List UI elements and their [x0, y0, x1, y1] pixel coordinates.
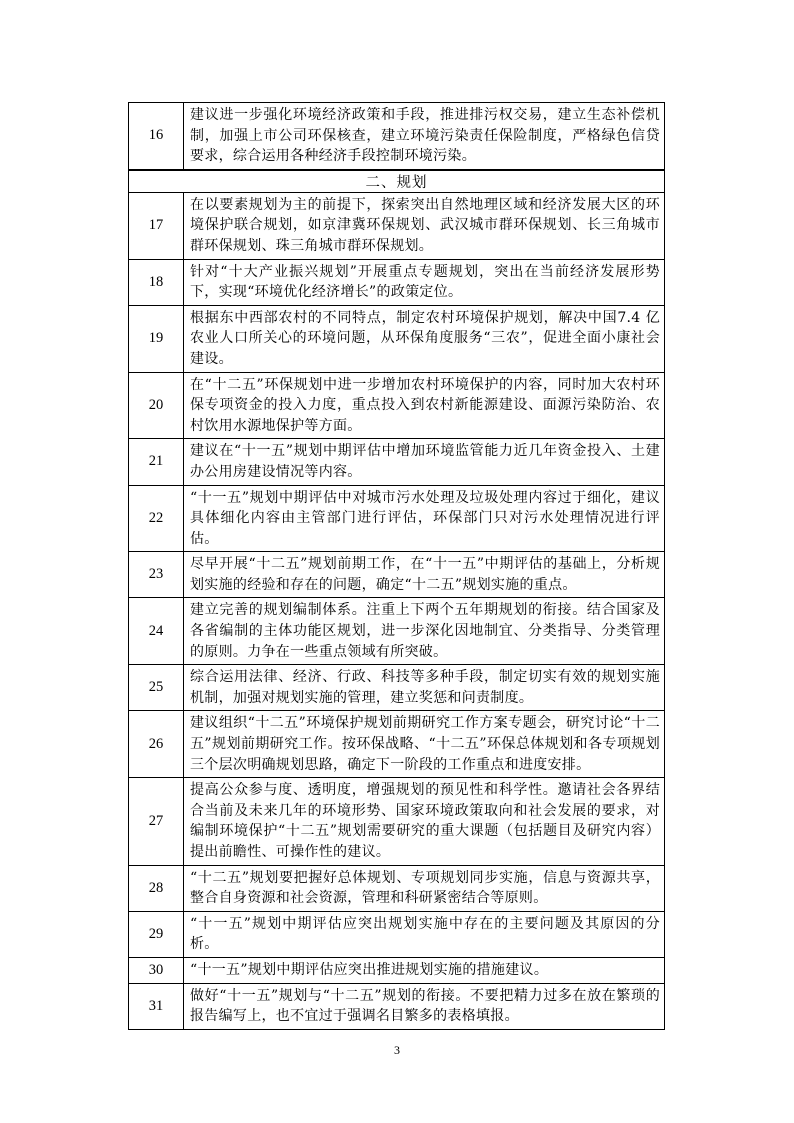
- table-row: [129, 598, 665, 665]
- row-text: 综合运用法律、经济、行政、科技等多种手段，制定切实有效的规划实施机制，加强对规划实施的管理，建立奖惩和问责制度。: [184, 665, 665, 711]
- table-row: [129, 372, 665, 439]
- table-row: [129, 665, 665, 711]
- row-text: “十一五”规划中期评估应突出规划实施中存在的主要问题及其原因的分析。: [184, 911, 665, 957]
- row-number: 18: [129, 259, 184, 305]
- row-text: 在以要素规划为主的前提下，探索突出自然地理区域和经济发展大区的环境保护联合规划，如京津冀环保规划、武汉城市群环保规划、长三角城市群环保规划、珠三角城市群环保规划。: [184, 192, 665, 259]
- row-number: 19: [129, 305, 184, 372]
- section-heading-row: [129, 170, 665, 193]
- row-text: 提高公众参与度、透明度，增强规划的预见性和科学性。邀请社会各界结合当前及未来几年的环境形势、国家环境政策取向和社会发展的要求，对编制环境保护“十二五”规划需要研究的重大课题（包括题目及研究内容）提出前瞻性、可操作性的建议。: [184, 778, 665, 865]
- row-number: 23: [129, 552, 184, 598]
- row-number: 21: [129, 439, 184, 485]
- row-text: 根据东中西部农村的不同特点，制定农村环境保护规划，解决中国7.4 亿农业人口所关心的环境问题，从环保角度服务“三农”，促进全面小康社会建设。: [184, 305, 665, 372]
- row-text: 针对“十大产业振兴规划”开展重点专题规划，突出在当前经济发展形势下，实现“环境优化经济增长”的政策定位。: [184, 259, 665, 305]
- row-number: 26: [129, 711, 184, 778]
- table-row: [129, 103, 665, 170]
- row-number: 17: [129, 192, 184, 259]
- row-text: 建议进一步强化环境经济政策和手段，推进排污权交易，建立生态补偿机制，加强上市公司环保核查，建立环境污染责任保险制度，严格绿色信贷要求，综合运用各种经济手段控制环境污染。: [184, 103, 665, 170]
- table-row: [129, 305, 665, 372]
- row-number: 22: [129, 485, 184, 552]
- table-row: [129, 552, 665, 598]
- row-number: 20: [129, 372, 184, 439]
- table-row: [129, 983, 665, 1029]
- table-row: [129, 911, 665, 957]
- row-number: 16: [129, 103, 184, 170]
- row-number: 24: [129, 598, 184, 665]
- table-row: [129, 485, 665, 552]
- row-text: 做好“十一五”规划与“十二五”规划的衔接。不要把精力过多在放在繁琐的报告编写上，也不宜过于强调名目繁多的表格填报。: [184, 983, 665, 1029]
- row-number: 25: [129, 665, 184, 711]
- row-number: 27: [129, 778, 184, 865]
- row-number: 31: [129, 983, 184, 1029]
- row-text: 建议在“十一五”规划中期评估中增加环境监管能力近几年资金投入、土建办公用房建设情况等内容。: [184, 439, 665, 485]
- row-text: “十二五”规划要把握好总体规划、专项规划同步实施，信息与资源共享，整合自身资源和社会资源，管理和科研紧密结合等原则。: [184, 865, 665, 911]
- row-number: 29: [129, 911, 184, 957]
- page-number: 3: [394, 1043, 400, 1057]
- table-row: [129, 865, 665, 911]
- recommendations-table: [128, 102, 665, 1030]
- row-number: 28: [129, 865, 184, 911]
- row-number: 30: [129, 957, 184, 983]
- row-text: 建立完善的规划编制体系。注重上下两个五年期规划的衔接。结合国家及各省编制的主体功能区规划，进一步深化因地制宜、分类指导、分类管理的原则。力争在一些重点领域有所突破。: [184, 598, 665, 665]
- row-text: “十一五”规划中期评估应突出推进规划实施的措施建议。: [184, 957, 665, 983]
- table-row: [129, 439, 665, 485]
- table-row: [129, 192, 665, 259]
- row-text: “十一五”规划中期评估中对城市污水处理及垃圾处理内容过于细化，建议具体细化内容由主管部门进行评估，环保部门只对污水处理情况进行评估。: [184, 485, 665, 552]
- section-heading: 二、规划: [129, 170, 665, 193]
- table-row: [129, 957, 665, 983]
- table-row: [129, 711, 665, 778]
- row-text: 尽早开展“十二五”规划前期工作，在“十一五”中期评估的基础上，分析规划实施的经验和存在的问题，确定“十二五”规划实施的重点。: [184, 552, 665, 598]
- table-row: [129, 778, 665, 865]
- table-row: [129, 259, 665, 305]
- row-text: 在“十二五”环保规划中进一步增加农村环境保护的内容，同时加大农村环保专项资金的投入力度，重点投入到农村新能源建设、面源污染防治、农村饮用水源地保护等方面。: [184, 372, 665, 439]
- row-text: 建议组织“十二五”环境保护规划前期研究工作方案专题会，研究讨论“十二五”规划前期研究工作。按环保战略、“十二五”环保总体规划和各专项规划三个层次明确规划思路，确定下一阶段的工作重点和进度安排。: [184, 711, 665, 778]
